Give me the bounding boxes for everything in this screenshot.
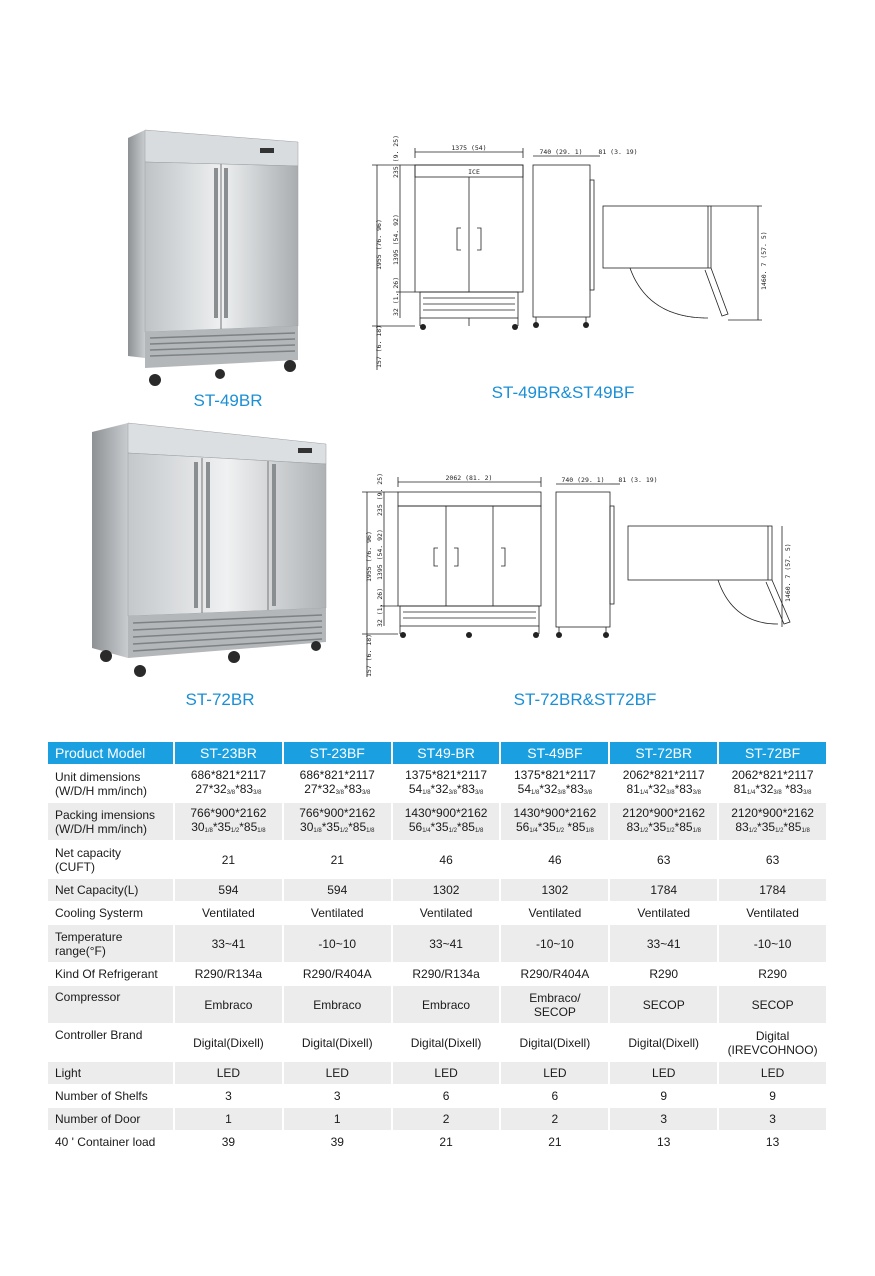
product-photo-st72br bbox=[88, 420, 333, 682]
table-cell: 9 bbox=[608, 1085, 717, 1107]
table-row-compressor bbox=[48, 986, 826, 1023]
table-cell: 46 bbox=[499, 841, 608, 878]
table-cell: R290/R404A bbox=[499, 963, 608, 985]
table-row-light bbox=[48, 1062, 826, 1084]
dim-depth-72: 740 (29. 1) bbox=[561, 476, 605, 484]
table-cell: 13 bbox=[717, 1131, 826, 1153]
table-cell: SECOP bbox=[608, 986, 717, 1023]
table-cell: 6 bbox=[499, 1085, 608, 1107]
table-cell: Digital (IREVCOHNOO) bbox=[717, 1024, 826, 1061]
table-cell: 6 bbox=[391, 1085, 500, 1107]
caption-st72br-st72bf: ST-72BR&ST72BF bbox=[513, 690, 657, 709]
technical-drawing-st49 bbox=[368, 134, 778, 370]
table-row-net-capacity-cuft bbox=[48, 841, 826, 878]
table-cell: Ventilated bbox=[717, 902, 826, 924]
table-cell: 3 bbox=[608, 1108, 717, 1130]
table-cell: 2 bbox=[391, 1108, 500, 1130]
table-cell: LED bbox=[391, 1062, 500, 1084]
table-cell: 3 bbox=[282, 1085, 391, 1107]
row-label: 40 ' Container load bbox=[55, 1135, 156, 1149]
table-cell: R290 bbox=[608, 963, 717, 985]
row-label: Unit dimensions (W/D/H mm/inch) bbox=[55, 769, 147, 798]
table-cell: Digital(Dixell) bbox=[282, 1024, 391, 1061]
table-cell: Embraco bbox=[282, 986, 391, 1023]
table-cell: 2062*821*2117 $81_{1/4}*32_{3/8}*83_{3/8}$ bbox=[608, 765, 717, 802]
table-cell: 3 bbox=[173, 1085, 282, 1107]
table-cell: 33~41 bbox=[391, 925, 500, 962]
table-cell: 1375*821*2117 $54_{1/8}*32_{3/8}*83_{3/8}$ bbox=[499, 765, 608, 802]
header-st-72bf: ST-72BF bbox=[717, 742, 826, 764]
table-cell: Ventilated bbox=[282, 902, 391, 924]
table-cell: R290/R134a bbox=[173, 963, 282, 985]
table-cell: LED bbox=[173, 1062, 282, 1084]
dim-htop-49: 235 (9. 25) bbox=[392, 134, 400, 178]
row-label: Controller Brand bbox=[55, 1028, 143, 1042]
dim-hlegs-72: 157 (6. 18) bbox=[365, 633, 373, 677]
table-cell: 766*900*2162 $30_{1/8}*35_{1/2}*85_{1/8}$ bbox=[282, 803, 391, 840]
table-cell: 1302 bbox=[391, 879, 500, 901]
table-row-cooling bbox=[48, 902, 826, 924]
table-cell: R290/R134a bbox=[391, 963, 500, 985]
dim-swing-49: 1460. 7 (57. 5) bbox=[760, 231, 768, 290]
table-row-controller bbox=[48, 1024, 826, 1061]
table-cell: 63 bbox=[717, 841, 826, 878]
table-row-doors bbox=[48, 1108, 826, 1130]
table-cell: 21 bbox=[282, 841, 391, 878]
table-cell: Digital(Dixell) bbox=[499, 1024, 608, 1061]
table-row-refrigerant bbox=[48, 963, 826, 985]
table-cell: Ventilated bbox=[173, 902, 282, 924]
dim-hlegs-49: 157 (6. 18) bbox=[375, 324, 383, 368]
table-cell: Embraco/ SECOP bbox=[499, 986, 608, 1023]
table-cell: Digital(Dixell) bbox=[391, 1024, 500, 1061]
table-cell: 766*900*2162 $30_{1/8}*35_{1/2}*85_{1/8}$ bbox=[173, 803, 282, 840]
table-cell: 1430*900*2162 $56_{1/4}*35_{1/2}$ $*85_{1/8}$ bbox=[499, 803, 608, 840]
table-cell: 1784 bbox=[717, 879, 826, 901]
table-cell: 33~41 bbox=[608, 925, 717, 962]
product-photo-st49br bbox=[120, 128, 310, 390]
dim-swing-72: 1460. 7 (57. 5) bbox=[784, 543, 792, 602]
header-st-23bf: ST-23BF bbox=[282, 742, 391, 764]
table-cell: 3 bbox=[717, 1108, 826, 1130]
table-row-container-load bbox=[48, 1131, 826, 1153]
dim-htotal-72: 1955 (76. 96) bbox=[365, 531, 373, 582]
header-st-23br: ST-23BR bbox=[173, 742, 282, 764]
dim-hgap-72: 32 (1. 26) bbox=[376, 587, 384, 627]
table-cell: -10~10 bbox=[282, 925, 391, 962]
table-cell: -10~10 bbox=[499, 925, 608, 962]
dim-width-72: 2062 (81. 2) bbox=[445, 474, 493, 482]
dim-hdoor-49: 1395 (54. 92) bbox=[392, 214, 400, 265]
header-st-72br: ST-72BR bbox=[608, 742, 717, 764]
table-cell: R290/R404A bbox=[282, 963, 391, 985]
table-row-shelves bbox=[48, 1085, 826, 1107]
table-cell: 686*821*2117 $27*32_{3/8}*83_{3/8}$ bbox=[173, 765, 282, 802]
technical-drawing-st72 bbox=[358, 472, 798, 682]
row-label: Light bbox=[48, 1062, 173, 1084]
table-cell: 1 bbox=[173, 1108, 282, 1130]
row-label: Number of Shelfs bbox=[55, 1089, 148, 1103]
table-cell: -10~10 bbox=[717, 925, 826, 962]
table-cell: Digital(Dixell) bbox=[173, 1024, 282, 1061]
table-cell: 21 bbox=[499, 1131, 608, 1153]
table-cell: 1430*900*2162 $56_{1/4}*35_{1/2}*85_{1/8}$ bbox=[391, 803, 500, 840]
table-cell: 9 bbox=[717, 1085, 826, 1107]
dim-hgap-49: 32 (1. 26) bbox=[392, 276, 400, 316]
table-cell: 63 bbox=[608, 841, 717, 878]
row-label: Number of Door bbox=[48, 1108, 173, 1130]
table-cell: LED bbox=[282, 1062, 391, 1084]
table-cell: 33~41 bbox=[173, 925, 282, 962]
table-row-packing-dimensions bbox=[48, 803, 826, 840]
table-cell: 2 bbox=[499, 1108, 608, 1130]
row-label: Kind Of Refrigerant bbox=[55, 967, 158, 981]
table-row-net-capacity-l bbox=[48, 879, 826, 901]
dim-htop-72: 235 (9. 25) bbox=[376, 472, 384, 516]
table-cell: 13 bbox=[608, 1131, 717, 1153]
table-cell: 21 bbox=[173, 841, 282, 878]
row-label: Net capacity (CUFT) bbox=[55, 845, 122, 874]
table-cell: Ventilated bbox=[499, 902, 608, 924]
table-cell: 594 bbox=[173, 879, 282, 901]
table-cell: Embraco bbox=[391, 986, 500, 1023]
dim-badge-49: ICE bbox=[468, 168, 480, 176]
row-label: Cooling Systerm bbox=[55, 906, 144, 920]
header-st49-br: ST49-BR bbox=[391, 742, 500, 764]
table-cell: Digital(Dixell) bbox=[608, 1024, 717, 1061]
table-row-temperature bbox=[48, 925, 826, 962]
table-cell: Embraco bbox=[173, 986, 282, 1023]
table-cell: 1784 bbox=[608, 879, 717, 901]
table-cell: R290 bbox=[717, 963, 826, 985]
table-cell: 21 bbox=[391, 1131, 500, 1153]
table-header-row bbox=[48, 742, 826, 764]
table-cell: LED bbox=[717, 1062, 826, 1084]
table-cell: 2062*821*2117 $81_{1/4}*32_{3/8}$ $*83_{3/8}$ bbox=[717, 765, 826, 802]
table-cell: 1302 bbox=[499, 879, 608, 901]
dim-handle-49: 81 (3. 19) bbox=[598, 148, 638, 156]
row-label: Temperature range(°F) bbox=[48, 925, 173, 962]
table-cell: 1375*821*2117 $54_{1/8}*32_{3/8}*83_{3/8}$ bbox=[391, 765, 500, 802]
table-cell: 39 bbox=[282, 1131, 391, 1153]
row-label: Packing imensions (W/D/H mm/inch) bbox=[48, 803, 173, 840]
table-cell: LED bbox=[499, 1062, 608, 1084]
table-cell: 39 bbox=[173, 1131, 282, 1153]
table-cell: 1 bbox=[282, 1108, 391, 1130]
table-cell: 2120*900*2162 $83_{1/2}*35_{1/2}*85_{1/8}$ bbox=[608, 803, 717, 840]
row-label: Net Capacity(L) bbox=[48, 879, 173, 901]
caption-st49br: ST-49BR bbox=[193, 391, 263, 410]
header-st-49bf: ST-49BF bbox=[499, 742, 608, 764]
dim-hdoor-72: 1395 (54. 92) bbox=[376, 529, 384, 580]
dim-width-49: 1375 (54) bbox=[451, 144, 487, 152]
caption-st72br: ST-72BR bbox=[185, 690, 255, 709]
spec-table bbox=[48, 741, 826, 1154]
table-cell: 46 bbox=[391, 841, 500, 878]
dim-depth-49: 740 (29. 1) bbox=[539, 148, 583, 156]
table-row-unit-dimensions bbox=[48, 765, 826, 802]
dim-htotal-49: 1955 (76. 96) bbox=[375, 219, 383, 270]
table-cell: 2120*900*2162 $83_{1/2}*35_{1/2}*85_{1/8}$ bbox=[717, 803, 826, 840]
dim-handle-72: 81 (3. 19) bbox=[618, 476, 658, 484]
table-cell: 686*821*2117 $27*32_{3/8}*83_{3/8}$ bbox=[282, 765, 391, 802]
header-product-model: Product Model bbox=[48, 742, 173, 764]
table-cell: SECOP bbox=[717, 986, 826, 1023]
table-cell: 594 bbox=[282, 879, 391, 901]
table-cell: LED bbox=[608, 1062, 717, 1084]
caption-st49br-st49bf: ST-49BR&ST49BF bbox=[491, 383, 635, 402]
row-label: Compressor bbox=[48, 986, 173, 1023]
table-cell: Ventilated bbox=[608, 902, 717, 924]
table-cell: Ventilated bbox=[391, 902, 500, 924]
